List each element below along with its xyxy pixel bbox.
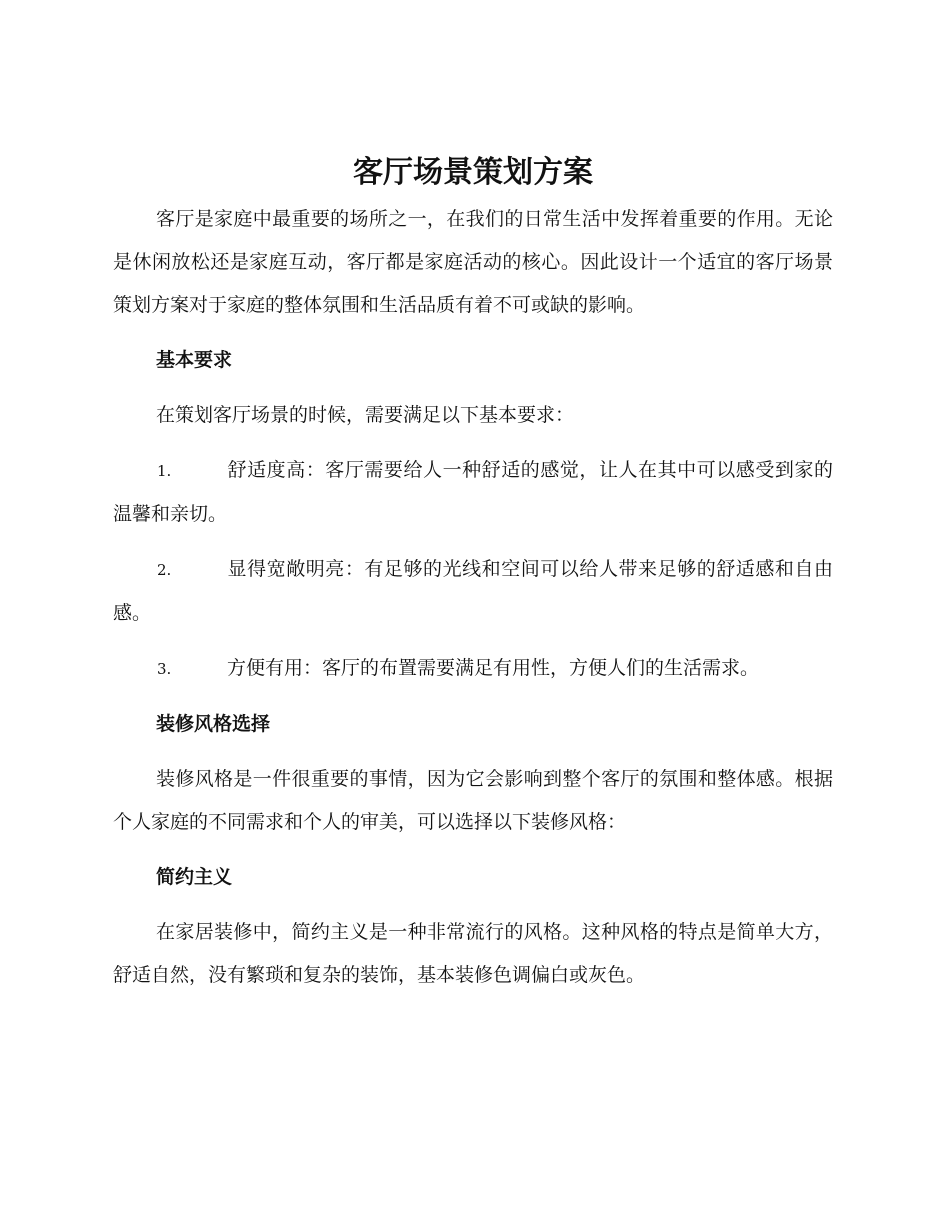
list-item bbox=[113, 449, 833, 536]
minimalism-paragraph: 在家居装修中，简约主义是一种非常流行的风格。这种风格的特点是简单大方，舒适自然，没有繁琐和复杂的装饰，基本装修色调偏白或灰色。 bbox=[113, 921, 833, 986]
section-heading-minimalism: 简约主义 bbox=[156, 866, 233, 888]
document-body bbox=[113, 148, 833, 997]
list-item bbox=[113, 647, 833, 691]
section-heading-decoration-style: 装修风格选择 bbox=[156, 713, 271, 735]
list-item-text: 方便有用：客厅的布置需要满足有用性，方便人们的生活需求。 bbox=[227, 657, 760, 679]
intro-paragraph: 客厅是家庭中最重要的场所之一，在我们的日常生活中发挥着重要的作用。无论是休闲放松还是家庭互动，客厅都是家庭活动的核心。因此设计一个适宜的客厅场景策划方案对于家庭的整体氛围和生活品质有着不可或缺的影响。 bbox=[113, 208, 833, 316]
list-item bbox=[113, 548, 833, 635]
list-item-number: 2. bbox=[157, 561, 172, 579]
list-item-text: 显得宽敞明亮：有足够的光线和空间可以给人带来足够的舒适感和自由感。 bbox=[113, 558, 833, 624]
list-item-number: 3. bbox=[157, 660, 172, 678]
page-title: 客厅场景策划方案 bbox=[353, 155, 593, 190]
section-heading-basic-requirements: 基本要求 bbox=[156, 349, 233, 371]
basic-requirements-lead: 在策划客厅场景的时候，需要满足以下基本要求： bbox=[156, 404, 575, 426]
list-item-number: 1. bbox=[157, 462, 172, 480]
decoration-style-paragraph: 装修风格是一件很重要的事情，因为它会影响到整个客厅的氛围和整体感。根据个人家庭的不同需求和个人的审美，可以选择以下装修风格： bbox=[113, 768, 833, 833]
list-item-text: 舒适度高：客厅需要给人一种舒适的感觉，让人在其中可以感受到家的温馨和亲切。 bbox=[113, 459, 833, 525]
